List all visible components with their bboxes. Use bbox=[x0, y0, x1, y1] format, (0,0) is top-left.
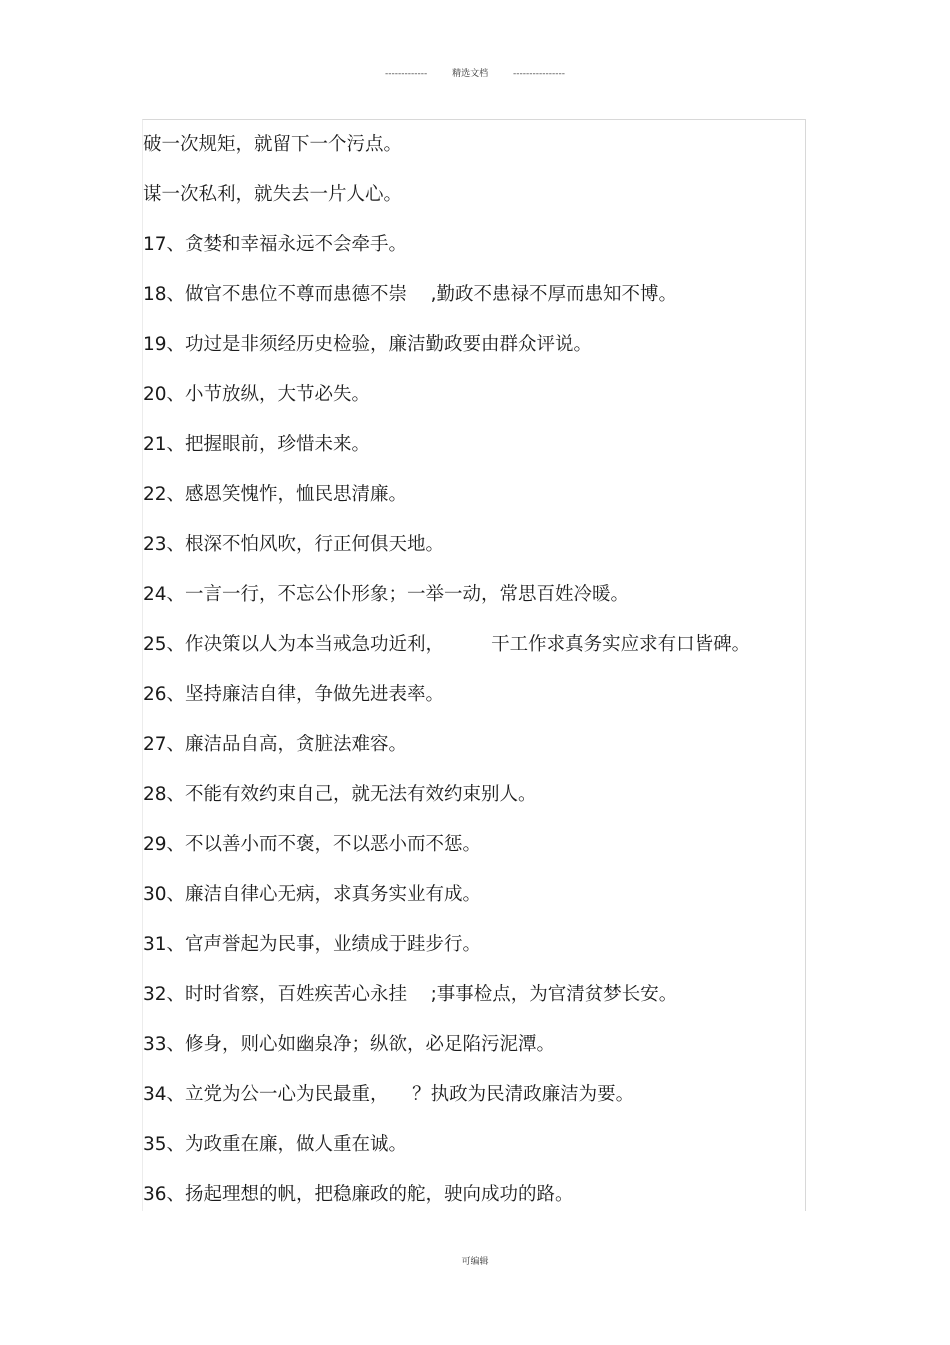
slogan-line: 破一次规矩，就留下一个污点。 bbox=[143, 134, 403, 155]
header-left-dashes: ------------- bbox=[385, 69, 428, 79]
slogan-line: 26、坚持廉洁自律，争做先进表率。 bbox=[143, 684, 445, 705]
slogan-line: 31、官声誉起为民事，业绩成于跬步行。 bbox=[143, 934, 482, 955]
header-title: 精选文档 bbox=[452, 69, 489, 79]
slogan-line: 谋一次私利，就失去一片人心。 bbox=[143, 184, 403, 205]
slogan-line: 18、做官不患位不尊而患德不崇 ,勤政不患禄不厚而患知不博。 bbox=[143, 284, 677, 305]
slogan-line: 33、修身，则心如幽泉净；纵欲，必足陷污泥潭。 bbox=[143, 1034, 556, 1055]
slogan-line: 29、不以善小而不褒，不以恶小而不惩。 bbox=[143, 834, 482, 855]
slogan-line: 28、不能有效约束自己，就无法有效约束别人。 bbox=[143, 784, 537, 805]
slogan-line: 30、廉洁自律心无病，求真务实业有成。 bbox=[143, 884, 482, 905]
slogan-line: 24、一言一行，不忘公仆形象；一举一动，常思百姓冷暖。 bbox=[143, 584, 630, 605]
header-right-dashes: ---------------- bbox=[513, 69, 565, 79]
page-header bbox=[0, 66, 950, 79]
slogan-line: 17、贪婪和幸福永远不会牵手。 bbox=[143, 234, 408, 255]
slogan-line: 27、廉洁品自高，贪脏法难容。 bbox=[143, 734, 408, 755]
slogan-line: 21、把握眼前，珍惜未来。 bbox=[143, 434, 371, 455]
slogan-line: 35、为政重在廉，做人重在诚。 bbox=[143, 1134, 408, 1155]
slogan-line: 20、小节放纵，大节必失。 bbox=[143, 384, 371, 405]
slogan-line: 36、扬起理想的帆，把稳廉政的舵，驶向成功的路。 bbox=[143, 1184, 574, 1205]
slogan-list bbox=[143, 130, 803, 1230]
slogan-line: 22、感恩笑愧怍，恤民思清廉。 bbox=[143, 484, 408, 505]
page-footer bbox=[0, 1254, 950, 1267]
slogan-line: 32、时时省察，百姓疾苦心永挂 ;事事检点，为官清贫梦长安。 bbox=[143, 984, 678, 1005]
footer-label: 可编辑 bbox=[461, 1257, 489, 1267]
slogan-line: 19、功过是非须经历史检验，廉洁勤政要由群众评说。 bbox=[143, 334, 593, 355]
slogan-line: 34、立党为公一心为民最重， ？执政为民清政廉洁为要。 bbox=[143, 1084, 635, 1105]
slogan-line: 23、根深不怕风吹，行正何俱天地。 bbox=[143, 534, 445, 555]
slogan-line: 25、作决策以人为本当戒急功近利， 干工作求真务实应求有口皆碑。 bbox=[143, 634, 751, 655]
